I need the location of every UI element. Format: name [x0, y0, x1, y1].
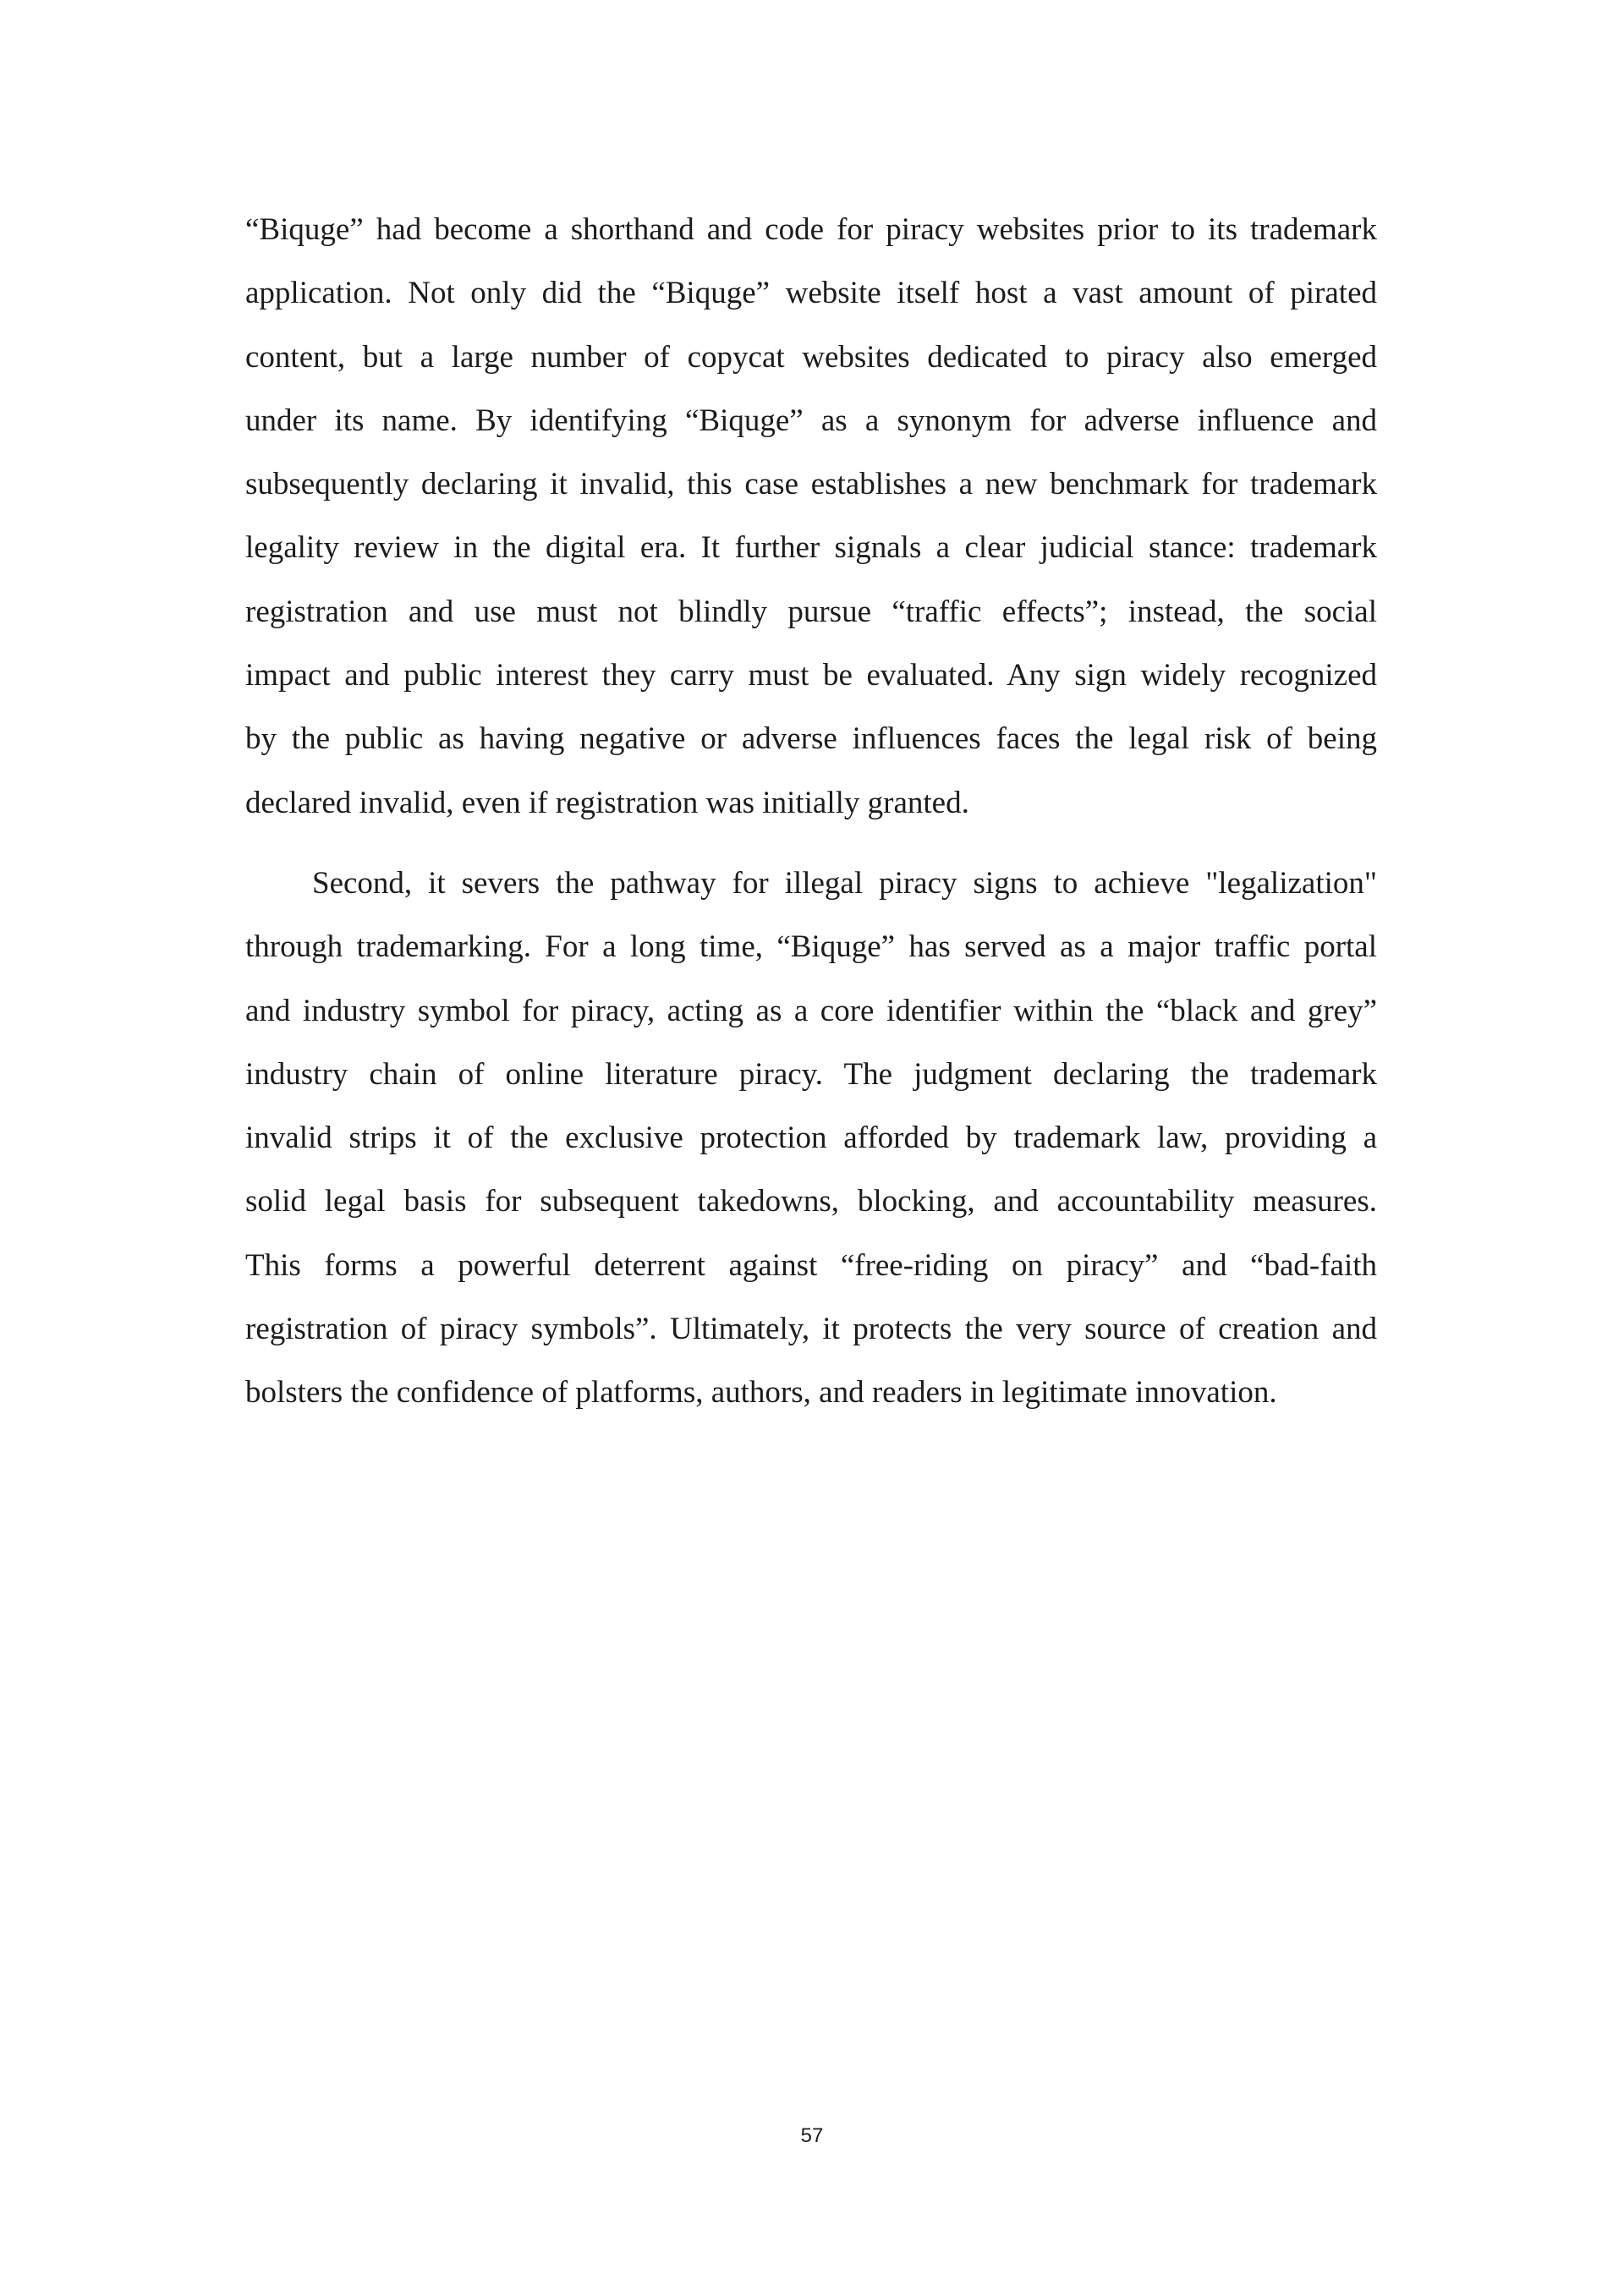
text-line: registration of piracy symbols”. Ultimately, it protects the very source of creation and — [245, 1312, 1377, 1347]
text-line: Second, it severs the pathway for illegal piracy signs to achieve "legalization" — [312, 865, 1377, 901]
text-line: invalid strips it of the exclusive protection afforded by trademark law, providing a — [245, 1121, 1377, 1156]
text-line: application. Not only did the “Biquge” website itself host a vast amount of pirated — [245, 276, 1377, 311]
text-line: impact and public interest they carry must be evaluated. Any sign widely recognized — [245, 658, 1377, 693]
text-line: content, but a large number of copycat websites dedicated to piracy also emerged — [245, 339, 1377, 375]
text-line: and industry symbol for piracy, acting as a core identifier within the “black and grey” — [245, 993, 1377, 1028]
body-text — [245, 210, 1377, 1437]
text-line: legality review in the digital era. It further signals a clear judicial stance: trademark — [245, 530, 1377, 566]
text-line: registration and use must not blindly pursue “traffic effects”; instead, the social — [245, 594, 1377, 629]
paragraph-1 — [245, 210, 1377, 847]
text-line: under its name. By identifying “Biquge” as a synonym for adverse influence and — [245, 403, 1377, 438]
text-line: declared invalid, even if registration was initially granted. — [245, 785, 969, 820]
text-line: This forms a powerful deterrent against “free-riding on piracy” and “bad-faith — [245, 1247, 1377, 1283]
text-line: solid legal basis for subsequent takedowns, blocking, and accountability measures. — [245, 1184, 1377, 1219]
text-line: “Biquge” had become a shorthand and code for piracy websites prior to its trademark — [245, 212, 1377, 247]
text-line: through trademarking. For a long time, “Biquge” has served as a major traffic portal — [245, 929, 1377, 965]
text-line: by the public as having negative or adverse influences faces the legal risk of being — [245, 721, 1377, 757]
page-number: 57 — [800, 2124, 824, 2147]
paragraph-2 — [245, 863, 1377, 1437]
text-line: bolsters the confidence of platforms, authors, and readers in legitimate innovation. — [245, 1375, 1277, 1411]
text-line: subsequently declaring it invalid, this case establishes a new benchmark for trademark — [245, 467, 1377, 502]
text-line: industry chain of online literature piracy. The judgment declaring the trademark — [245, 1056, 1377, 1092]
